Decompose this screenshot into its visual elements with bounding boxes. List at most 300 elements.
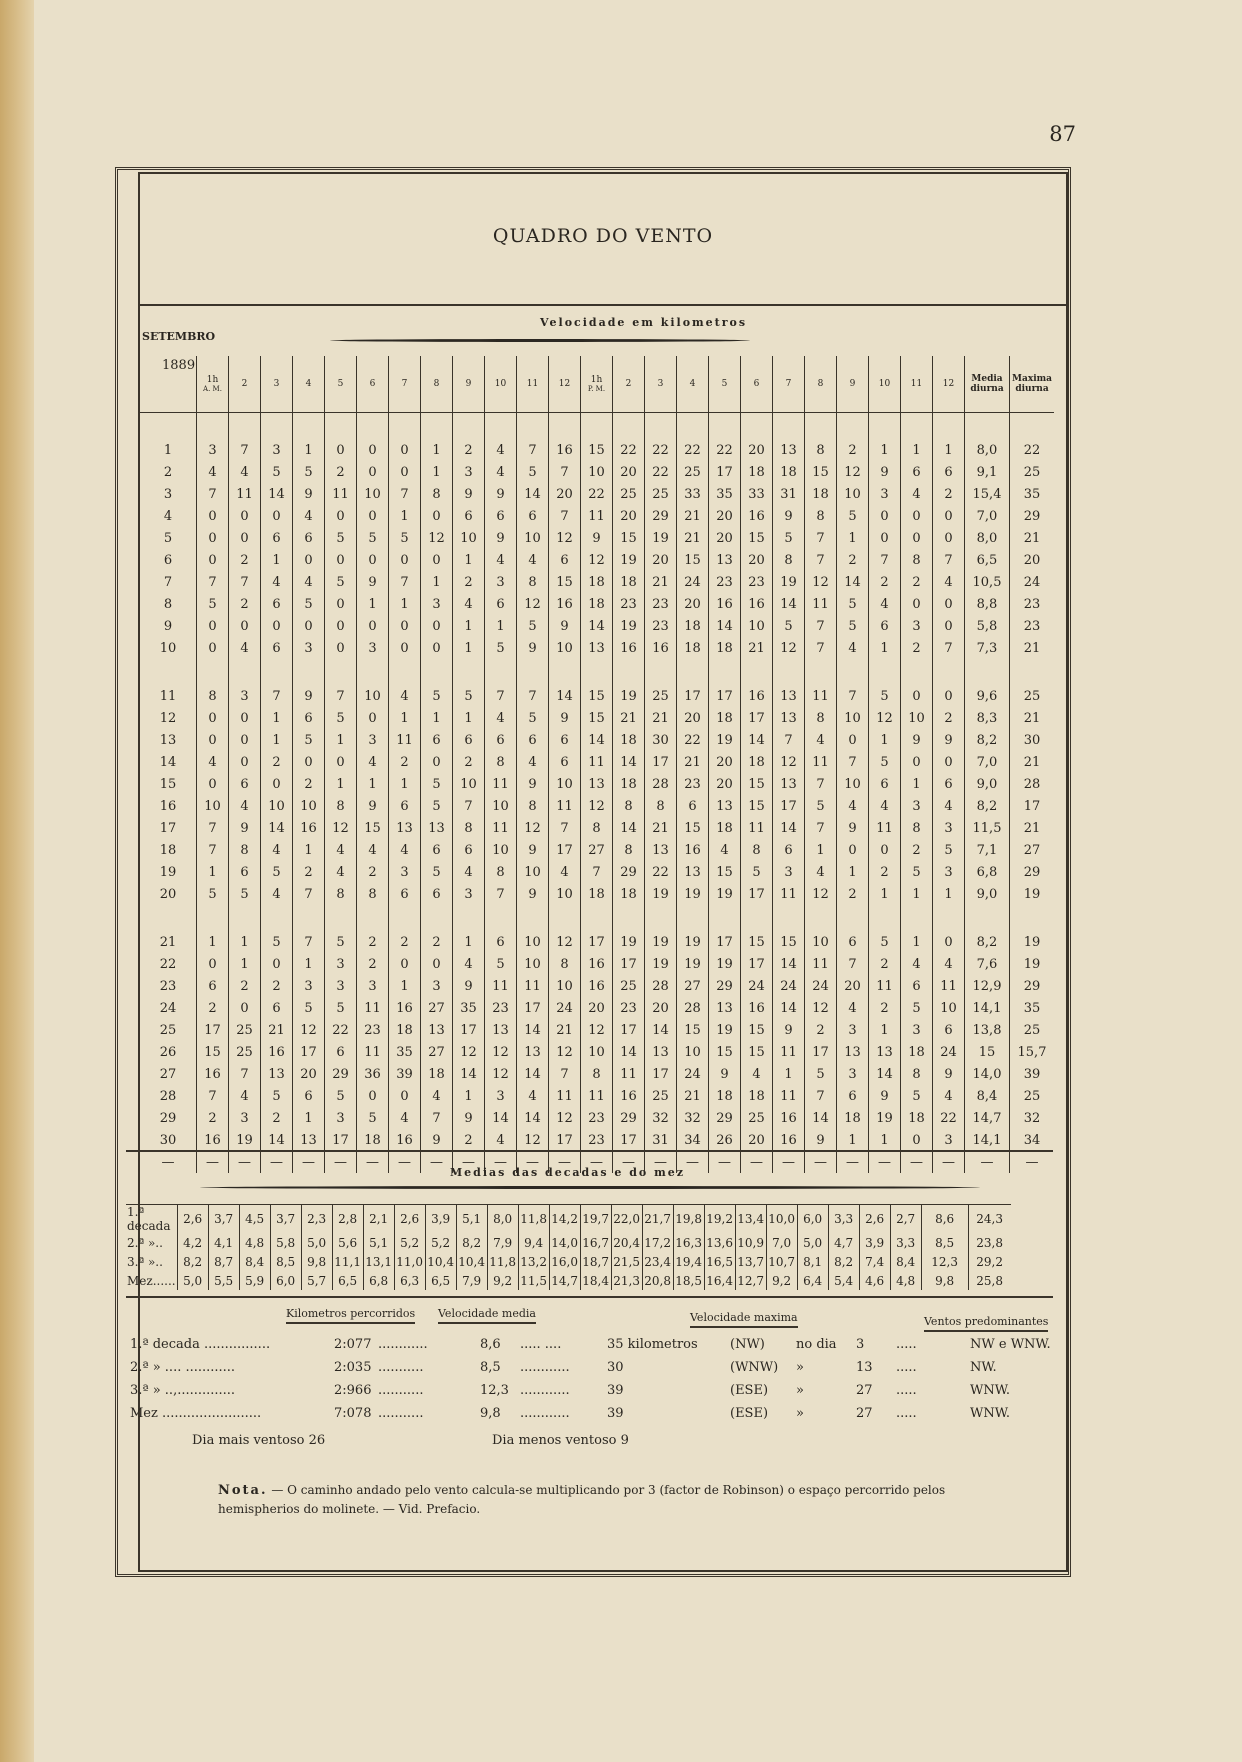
summary-dia-label: » [796, 1383, 804, 1398]
hour-cell: 0 [389, 549, 421, 571]
maxima-cell: 25 [1010, 685, 1055, 707]
summary-max: 39 [607, 1383, 624, 1398]
hour-cell: 0 [229, 505, 261, 527]
hour-cell: 17 [517, 997, 549, 1019]
summary-vel: 12,3 [480, 1383, 509, 1398]
hour-cell: 12 [869, 707, 901, 729]
hour-cell: 19 [869, 1107, 901, 1129]
hour-cell: 2 [357, 953, 389, 975]
average-cell: 4,7 [828, 1233, 859, 1252]
hour-cell: 1 [421, 461, 453, 483]
hour-cell: 3 [453, 883, 485, 905]
hour-cell: 12 [485, 1063, 517, 1085]
hour-cell: 0 [261, 615, 293, 637]
hour-cell: 0 [357, 707, 389, 729]
average-cell: 9,4 [518, 1233, 549, 1252]
hour-cell: 5 [197, 593, 229, 615]
table-row [140, 883, 1054, 905]
spacer-cell [741, 905, 773, 931]
spacer-cell [965, 905, 1010, 931]
spacer-cell [485, 905, 517, 931]
hour-cell: 6 [485, 593, 517, 615]
hour-cell: 13 [773, 439, 805, 461]
hour-cell: 3 [357, 975, 389, 997]
hour-cell: 7 [581, 861, 613, 883]
hour-cell: 5 [421, 795, 453, 817]
table-row [140, 461, 1054, 483]
hour-cell: 5 [869, 751, 901, 773]
average-cell: 14,7 [549, 1271, 580, 1290]
spacer-cell [613, 413, 645, 440]
hour-cell: 6 [229, 773, 261, 795]
hour-cell: 5 [741, 861, 773, 883]
hour-cell: 23 [741, 571, 773, 593]
spacer-cell [453, 905, 485, 931]
hour-cell: 22 [677, 729, 709, 751]
average-cell: 9,2 [487, 1271, 518, 1290]
hour-cell: 0 [901, 1129, 933, 1151]
hour-cell: 20 [645, 997, 677, 1019]
summary-dots2: ............ [520, 1360, 570, 1375]
average-cell: 4,8 [890, 1271, 921, 1290]
hour-cell: 1 [261, 549, 293, 571]
summary-rule [126, 1296, 1053, 1298]
hour-cell: 9 [293, 483, 325, 505]
hour-cell: 3 [229, 1107, 261, 1129]
hour-cell: 2 [837, 549, 869, 571]
hour-cell: 33 [677, 483, 709, 505]
hour-cell: 5 [485, 637, 517, 659]
hour-cell: 8 [197, 685, 229, 707]
hour-cell: 5 [325, 707, 357, 729]
spacer-cell [293, 905, 325, 931]
hour-cell: 15 [805, 461, 837, 483]
hour-cell: 16 [389, 997, 421, 1019]
summary-max: 30 [607, 1360, 624, 1375]
hour-cell: 4 [453, 593, 485, 615]
average-cell: 16,7 [580, 1233, 611, 1252]
hour-cell: 2 [869, 861, 901, 883]
hour-cell: 16 [581, 975, 613, 997]
hour-cell: 23 [677, 773, 709, 795]
average-cell: 8,1 [797, 1252, 828, 1271]
dash-cell: — [933, 1151, 965, 1173]
hour-cell: 22 [613, 439, 645, 461]
hour-cell: 20 [741, 1129, 773, 1151]
hour-cell: 23 [581, 1129, 613, 1151]
hour-cell: 19 [677, 931, 709, 953]
hour-cell: 1 [933, 439, 965, 461]
hour-cell: 1 [901, 773, 933, 795]
hour-cell: 10 [837, 773, 869, 795]
average-cell: 3,3 [828, 1205, 859, 1234]
day-cell: 17 [159, 820, 177, 836]
hour-cell: 21 [645, 817, 677, 839]
spacer-cell [965, 413, 1010, 440]
hour-cell: 8 [645, 795, 677, 817]
hour-cell: 9 [805, 1129, 837, 1151]
hour-cell: 11 [357, 997, 389, 1019]
maxima-cell: 20 [1010, 549, 1055, 571]
hour-header: 2 [613, 356, 645, 413]
hour-header: 6 [741, 356, 773, 413]
hour-cell: 5 [197, 883, 229, 905]
day-cell: 23 [159, 978, 177, 994]
spacer-cell [901, 413, 933, 440]
spacer-cell [613, 659, 645, 685]
day-cell: 10 [159, 640, 177, 656]
hour-cell: 4 [325, 839, 357, 861]
hour-cell: 28 [677, 997, 709, 1019]
maxima-cell: 35 [1010, 483, 1055, 505]
hour-cell: 22 [645, 861, 677, 883]
summary-dots3: ..... [896, 1360, 917, 1375]
average-row [126, 1233, 1011, 1252]
month-label: SETEMBRO [142, 330, 216, 343]
table-row [140, 751, 1054, 773]
hour-cell: 4 [485, 461, 517, 483]
average-cell: 2,6 [859, 1205, 890, 1234]
hour-cell: 0 [933, 931, 965, 953]
summary-max: 39 [607, 1406, 624, 1421]
hour-cell: 28 [645, 975, 677, 997]
hour-cell: 12 [517, 1129, 549, 1151]
hour-cell: 0 [933, 593, 965, 615]
hour-header: 4 [677, 356, 709, 413]
hour-cell: 0 [229, 615, 261, 637]
hour-cell: 10 [485, 795, 517, 817]
hour-cell: 6 [485, 729, 517, 751]
hour-cell: 4 [229, 795, 261, 817]
hour-cell: 10 [581, 461, 613, 483]
average-cell: 22,0 [611, 1205, 642, 1234]
hour-cell: 39 [389, 1063, 421, 1085]
hour-cell: 2 [229, 593, 261, 615]
spacer-cell [837, 659, 869, 685]
hour-cell: 4 [357, 751, 389, 773]
hour-cell: 1 [773, 1063, 805, 1085]
hour-cell: 4 [421, 1085, 453, 1107]
hour-cell: 7 [933, 637, 965, 659]
hour-cell: 2 [869, 953, 901, 975]
hour-cell: 8 [581, 817, 613, 839]
hour-cell: 5 [805, 1063, 837, 1085]
spacer-cell [140, 659, 197, 685]
hour-cell: 18 [581, 571, 613, 593]
hour-cell: 11 [517, 975, 549, 997]
hour-cell: 7 [805, 637, 837, 659]
hour-cell: 5 [837, 505, 869, 527]
maxima-cell: 23 [1010, 615, 1055, 637]
hour-cell: 5 [485, 953, 517, 975]
hour-cell: 0 [229, 729, 261, 751]
spacer-cell [581, 905, 613, 931]
average-cell: 10,0 [766, 1205, 797, 1234]
hour-cell: 7 [805, 773, 837, 795]
hour-cell: 24 [805, 975, 837, 997]
hour-cell: 4 [229, 637, 261, 659]
hour-cell: 6 [453, 839, 485, 861]
hour-cell: 17 [293, 1041, 325, 1063]
average-cell: 8,6 [921, 1205, 968, 1234]
dash-cell: — [741, 1151, 773, 1173]
hour-cell: 14 [773, 593, 805, 615]
spacer-cell [773, 905, 805, 931]
hour-cell: 27 [581, 839, 613, 861]
hour-cell: 16 [709, 593, 741, 615]
spacer-cell [517, 413, 549, 440]
hour-cell: 1 [805, 839, 837, 861]
hour-cell: 24 [773, 975, 805, 997]
hour-cell: 0 [421, 549, 453, 571]
spacer-cell [837, 413, 869, 440]
hour-cell: 12 [485, 1041, 517, 1063]
hour-cell: 0 [933, 527, 965, 549]
summary-dots1: ........... [378, 1383, 424, 1398]
hour-cell: 19 [709, 1019, 741, 1041]
hour-cell: 20 [677, 593, 709, 615]
spacer-cell [805, 905, 837, 931]
media-cell: 8,2 [965, 931, 1010, 953]
summary-km: 2:035 [334, 1360, 372, 1375]
hour-cell: 12 [581, 549, 613, 571]
hour-cell: 0 [197, 773, 229, 795]
hour-cell: 5 [325, 571, 357, 593]
hour-cell: 5 [805, 795, 837, 817]
hour-cell: 9 [549, 707, 581, 729]
day-cell: 29 [159, 1110, 177, 1126]
media-cell: 14,0 [965, 1063, 1010, 1085]
hour-cell: 7 [805, 817, 837, 839]
hour-cell: 8 [741, 839, 773, 861]
summary-dots1: ........... [378, 1360, 424, 1375]
maxima-cell: 21 [1010, 751, 1055, 773]
dash-cell: — [421, 1151, 453, 1173]
hour-cell: 34 [677, 1129, 709, 1151]
hour-cell: 4 [869, 593, 901, 615]
hour-cell: 11 [229, 483, 261, 505]
hour-cell: 2 [805, 1019, 837, 1041]
book-spine-edge [0, 0, 34, 1762]
hour-cell: 6 [421, 729, 453, 751]
hour-cell: 3 [933, 1129, 965, 1151]
hour-cell: 9 [485, 483, 517, 505]
hour-cell: 1 [357, 773, 389, 795]
hour-cell: 18 [901, 1041, 933, 1063]
hour-cell: 5 [261, 861, 293, 883]
spacer-cell [869, 659, 901, 685]
summary-ventos: WNW. [970, 1383, 1010, 1398]
hour-cell: 1 [197, 861, 229, 883]
maxima-cell: 22 [1010, 439, 1055, 461]
average-row [126, 1252, 1011, 1271]
average-cell: 13,2 [518, 1252, 549, 1271]
hour-cell: 9 [581, 527, 613, 549]
hour-cell: 4 [389, 839, 421, 861]
day-cell: 4 [163, 508, 173, 524]
average-cell: 23,8 [968, 1233, 1011, 1252]
hour-cell: 10 [549, 975, 581, 997]
hour-cell: 12 [805, 883, 837, 905]
dash-cell: — [161, 1154, 175, 1170]
hour-cell: 7 [389, 483, 421, 505]
hour-cell: 19 [645, 931, 677, 953]
hour-cell: 9 [517, 883, 549, 905]
hour-cell: 13 [421, 817, 453, 839]
hour-cell: 9 [709, 1063, 741, 1085]
hour-cell: 8 [901, 817, 933, 839]
average-cell: 10,9 [735, 1233, 766, 1252]
hour-cell: 2 [229, 549, 261, 571]
hour-cell: 9 [357, 571, 389, 593]
hour-cell: 1 [261, 707, 293, 729]
nota-text: — O caminho andado pelo vento calcula-se multiplicando por 3 (factor de Robinson) o espaço percorrido pelos hemispherios do molinete. — Vid. Prefacio. [218, 1483, 946, 1516]
hour-cell: 7 [837, 685, 869, 707]
hour-cell: 0 [901, 593, 933, 615]
hour-cell: 15 [677, 549, 709, 571]
hour-cell: 3 [773, 861, 805, 883]
hour-cell: 0 [197, 505, 229, 527]
hour-cell: 0 [357, 615, 389, 637]
hour-cell: 14 [261, 817, 293, 839]
hour-cell: 4 [933, 571, 965, 593]
hour-cell: 3 [357, 637, 389, 659]
hour-cell: 6 [293, 707, 325, 729]
hour-cell: 17 [613, 1019, 645, 1041]
hour-cell: 2 [261, 751, 293, 773]
hour-cell: 8 [325, 883, 357, 905]
hour-cell: 7 [197, 483, 229, 505]
summary-dir: (ESE) [730, 1383, 769, 1398]
hour-cell: 26 [709, 1129, 741, 1151]
hour-cell: 6 [261, 637, 293, 659]
hour-cell: 19 [613, 931, 645, 953]
average-cell: 2,3 [301, 1205, 332, 1234]
dash-cell: — [613, 1151, 645, 1173]
average-cell: 5,1 [363, 1233, 394, 1252]
hour-header: 9 [453, 356, 485, 413]
hour-cell: 24 [677, 571, 709, 593]
average-cell: 11,0 [394, 1252, 425, 1271]
hour-cell: 13 [709, 795, 741, 817]
hour-cell: 2 [389, 751, 421, 773]
hour-cell: 15 [581, 439, 613, 461]
average-cell: 3,7 [270, 1205, 301, 1234]
average-cell: 9,8 [921, 1271, 968, 1290]
hour-cell: 24 [549, 997, 581, 1019]
hour-cell: 15 [741, 931, 773, 953]
hour-cell: 20 [709, 527, 741, 549]
average-cell: 7,0 [766, 1233, 797, 1252]
hour-cell: 7 [773, 729, 805, 751]
average-cell: 12,3 [921, 1252, 968, 1271]
hour-cell: 23 [645, 615, 677, 637]
average-cell: 10,4 [425, 1252, 456, 1271]
hour-cell: 23 [485, 997, 517, 1019]
hour-cell: 35 [709, 483, 741, 505]
hour-cell: 8 [517, 571, 549, 593]
day-cell: 21 [159, 934, 177, 950]
hour-cell: 8 [901, 1063, 933, 1085]
hour-cell: 11 [741, 817, 773, 839]
average-cell: 5,4 [828, 1271, 859, 1290]
hour-cell: 6 [453, 505, 485, 527]
spacer-cell [421, 413, 453, 440]
average-cell: 18,7 [580, 1252, 611, 1271]
average-cell: 5,9 [239, 1271, 270, 1290]
hour-cell: 14 [805, 1107, 837, 1129]
page-title: QUADRO DO VENTO [492, 225, 714, 247]
hour-cell: 17 [677, 685, 709, 707]
spacer-cell [325, 659, 357, 685]
hour-cell: 7 [293, 931, 325, 953]
hour-cell: 12 [517, 817, 549, 839]
hour-cell: 31 [773, 483, 805, 505]
average-cell: 14,2 [549, 1205, 580, 1234]
hour-cell: 5 [421, 773, 453, 795]
hour-cell: 0 [197, 615, 229, 637]
hour-cell: 14 [581, 615, 613, 637]
summary-label: 3.ª » ..,.............. [130, 1383, 236, 1398]
summary-label: 1.ª decada ................ [130, 1337, 271, 1352]
average-cell: 19,4 [673, 1252, 704, 1271]
hour-cell: 27 [677, 975, 709, 997]
hour-cell: 5 [453, 685, 485, 707]
spacer-cell [677, 413, 709, 440]
hour-cell: 15 [581, 707, 613, 729]
table-row [140, 931, 1054, 953]
media-cell: 7,6 [965, 953, 1010, 975]
hour-cell: 5 [357, 527, 389, 549]
average-cell: 20,4 [611, 1233, 642, 1252]
hour-cell: 1 [869, 1019, 901, 1041]
hour-cell: 21 [645, 571, 677, 593]
hour-cell: 5 [837, 615, 869, 637]
average-label: 3.ª ».. [127, 1254, 163, 1269]
average-cell: 21,7 [642, 1205, 673, 1234]
hour-cell: 6 [421, 883, 453, 905]
summary-dia: 27 [856, 1406, 873, 1421]
hour-cell: 0 [325, 439, 357, 461]
hour-cell: 12 [837, 461, 869, 483]
hour-cell: 14 [453, 1063, 485, 1085]
media-cell: 7,3 [965, 637, 1010, 659]
hour-cell: 5 [517, 707, 549, 729]
hour-cell: 1 [389, 707, 421, 729]
hour-cell: 22 [645, 461, 677, 483]
table-row [140, 685, 1054, 707]
page-number: 87 [1049, 122, 1076, 146]
average-cell: 2,1 [363, 1205, 394, 1234]
hour-cell: 27 [421, 997, 453, 1019]
hour-cell: 0 [837, 839, 869, 861]
hour-cell: 5 [325, 997, 357, 1019]
hour-cell: 10 [517, 953, 549, 975]
hour-cell: 14 [581, 729, 613, 751]
hour-cell: 8 [421, 483, 453, 505]
hour-cell: 4 [325, 861, 357, 883]
average-cell: 19,8 [673, 1205, 704, 1234]
table-row [140, 637, 1054, 659]
hour-cell: 4 [933, 795, 965, 817]
hour-cell: 14 [517, 1019, 549, 1041]
day-cell: 26 [159, 1044, 177, 1060]
hour-cell: 5 [261, 461, 293, 483]
hour-cell: 17 [549, 1129, 581, 1151]
average-cell: 7,4 [859, 1252, 890, 1271]
hour-cell: 2 [453, 1129, 485, 1151]
media-cell: 14,7 [965, 1107, 1010, 1129]
